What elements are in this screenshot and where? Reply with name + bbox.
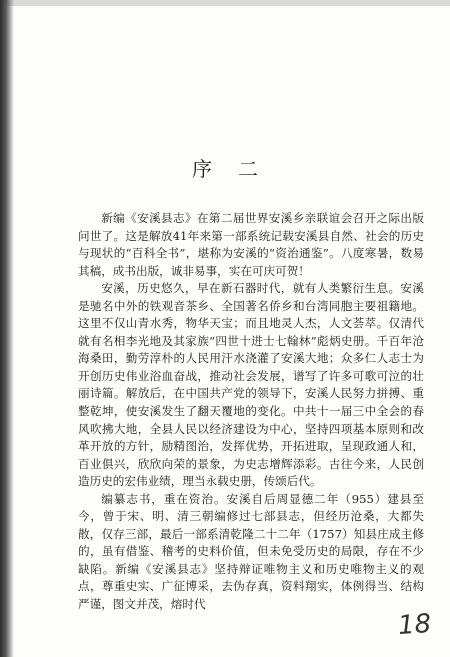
handwritten-page-number: 18 [396,608,433,642]
body-text [78,210,424,614]
scan-top-strip [0,0,450,6]
scan-binding-edge [0,0,14,657]
paragraph: 新编《安溪县志》在第二届世界安溪乡亲联谊会召开之际出版问世了。这是解放41年来第一部系统记载安溪县自然、社会的历史与现状的“百科全书”，堪称为安溪的“资治通鉴”。八度寒暑，数易其稿，成书出版，诚非易事，实在可庆可贺！ [78,211,424,278]
paragraph: 安溪，历史悠久，早在新石器时代，就有人类繁衍生息。安溪是驰名中外的铁观音茶乡、全国著名侨乡和台湾同胞主要祖籍地。这里不仅山青水秀，物华天宝；而且地灵人杰，人文荟萃。仅清代就有名相李光地及其家族“四世十进士七翰林”彪炳史册。千百年沧海桑田，勤劳淳朴的人民用汗水浇灌了安溪大地；众多仁人志士为开创历史伟业浴血奋战，推动社会发展，谱写了许多可歌可泣的壮丽诗篇。解放后，在中国共产党的领导下，安溪人民努力拼搏、重整乾坤，使安溪发生了翻天覆地的变化。中共十一届三中全会的春风吹拂大地，全县人民以经济建设为中心，坚持四项基本原则和改革开放的方针，励精图治，发挥优势，开拓进取，呈现政通人和，百业俱兴，欣欣向荣的景象，为史志增辉添彩。古往今来，人民创造历史的宏伟业绩，理当永载史册，传颂后代。 [78,281,424,489]
page-title: 序二 [192,157,284,181]
paragraph: 编纂志书，重在资治。安溪自后周显德二年（955）建县至今，曾于宋、明、清三朝编修过七部县志，但经历沧桑，大都失散，仅存三部，最后一部系清乾隆二十二年（1757）知县庄成主修的，虽有借鉴、稽考的史料价值，但未免受历史的局限，存在不少缺陷。新编《安溪县志》坚持辩证唯物主义和历史唯物主义的观点，尊重史实、广征博采，去伪存真，资料翔实，体例得当、结构严谨，图文并茂，熔时代 [78,491,424,612]
